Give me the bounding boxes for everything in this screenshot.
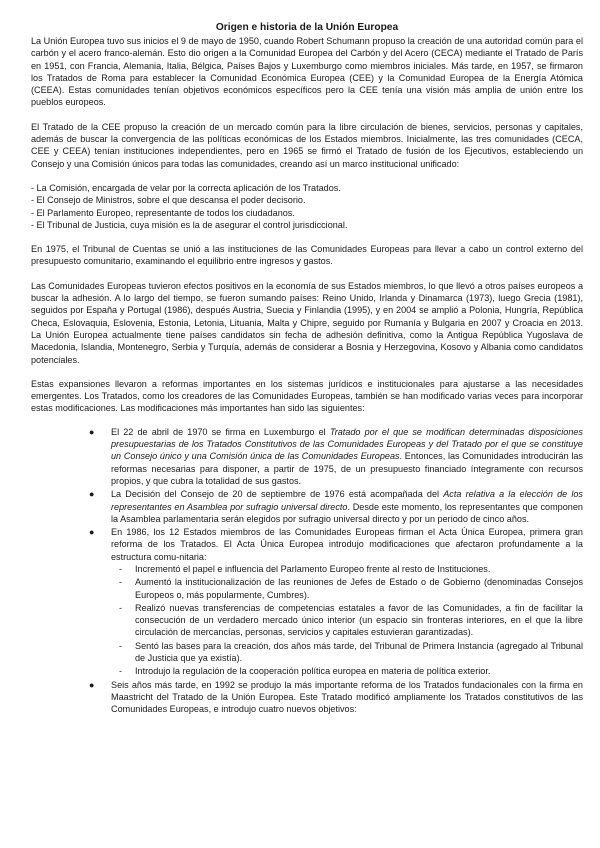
sub-list-item: - Sentó las bases para la creación, dos años más tarde, del Tribunal de Primera Instancia (agregado al Tribunal de Justicia que ya existía). xyxy=(119,640,583,664)
sub-list-item: - Aumentó la institucionalización de las reuniones de Jefes de Estado o de Gobierno (denominadas Consejos Europeos o, más popularmente, Cumbres). xyxy=(119,577,583,600)
dash-icon: - xyxy=(119,563,123,574)
dash-icon: - xyxy=(119,640,123,651)
bullet-icon: ● xyxy=(89,489,95,500)
list-item: ● En 1986, los 12 Estados miembros de las Comunidades Europeas firman el Acta Única Europea, primera gran reforma de los Tratados. El Acta Única Europea introdujo modificaciones que afectaron profundamente a la estructura comu-nitaria: - Incrementó el papel e influencia del Parlamento Europeo frente al resto de Instituciones. - Aumentó la institucionalización de las reuniones de Jefes de Estado o de Gobierno (denominadas Consejos Europeos o, más popularmente, Cumbres). - Realizó nuevas transferencias de competencias estatales a favor de las Comunidades, a fin de facilitar la consecución de un verdadero mercado único interior (un espacio sin fronteras interiores, en el que la libre circulación de mercancías, personas, servicios y capitales estuvieran garantizadas). - Sentó las bases para la creación, dos años más tarde, del Tribunal de Primera Instancia (agregado al Tribunal de Justicia que ya existía). - Introdujo la regulación de la cooperación política europea en materia de política exterior. xyxy=(89,527,583,677)
reforms-list xyxy=(87,426,583,716)
paragraph-enlargement: Las Comunidades Europeas tuvieron efectos positivos en la economía de sus Estados miembros, lo que llevó a otros países europeos a buscar la adhesión. A lo largo del tiempo, se fueron sumando países: Reino Unido, Irlanda y Dinamarca (1973), luego Grecia (1981), seguidos por España y Portugal (1986), después Austria, Suecia y Finlandia (1995), y en 2004 se amplió a Polonia, Hungría, República Checa, Eslovaquia, Eslovenia, Estonia, Letonia, Lituania, Malta y Chipre, seguido por Rumanía y Bulgaria en 2007 y Croacia en 2013. La Unión Europea actualmente tiene países candidatos sin fecha de adhesión definitiva, como la Antigua República Yugoslava de Macedonia, Islandia, Montenegro, Serbia y Turquía, además de considerar a Bosnia y Herzegovina, Kosovo y Albania como candidatos potenciales. xyxy=(31,280,583,365)
paragraph-reforms-intro: Estas expansiones llevaron a reformas importantes en los sistemas jurídicos e institucionales para ajustarse a las necesidades emergentes. Los Tratados, como los creadores de las Comunidades Europeas, también se han modificado varias veces para incorporar estas modificaciones. Las modificaciones más importantes han sido las siguientes: xyxy=(31,378,583,414)
act-title: Acta relativa a la elección de los representantes en Asamblea por sufragio universal directo xyxy=(111,489,583,512)
list-item: ● La Decisión del Consejo de 20 de septiembre de 1976 está acompañada del Acta relativa a la elección de los representantes en Asamblea por sufragio universal directo. Desde este momento, los representantes que componen la Asamblea parlamentaria serán elegidos por sufragio universal directo y por un periodo de cinco años. xyxy=(89,489,583,524)
institution-item: - La Comisión, encargada de velar por la correcta aplicación de los Tratados. xyxy=(31,182,341,193)
institution-item: - El Consejo de Ministros, sobre el que descansa el poder decisorio. xyxy=(31,195,306,206)
page-title: Origen e historia de la Unión Europea xyxy=(215,22,399,33)
document-page xyxy=(31,22,583,717)
list-item: ● Seis años más tarde, en 1992 se produjo la más importante reforma de los Tratados fundacionales con la firma en Maastricht del Tratado de la Unión Europea. Este Tratado modificó ampliamente los Tratados constitutivos de las Comunidades Europeas, e introdujo cuatro nuevos objetivos: xyxy=(89,679,583,715)
bullet-icon: ● xyxy=(89,426,95,437)
paragraph-origins: La Unión Europea tuvo sus inicios el 9 de mayo de 1950, cuando Robert Schumann propuso la creación de una autoridad común para el carbón y el acero franco-alemán. Esto dio origen a la Comunidad Europea del Carbón y del Acero (CECA) mediante el Tratado de París en 1951, con Francia, Alemania, Italia, Bélgica, Países Bajos y Luxemburgo como miembros iniciales. Más tarde, en 1957, se firmaron los Tratados de Roma para establecer la Comunidad Económica Europea (CEE) y la Comunidad Europea de la Energía Atómica (CEEA). Estas comunidades tenían objetivos económicos específicos pero la CEE tenía una visión más amplia de unión entre los pueblos europeos. xyxy=(31,36,583,108)
single-act-changes-list xyxy=(111,563,583,678)
treaty-title: Tratado por el que se modifican determinadas disposiciones presupuestarias de los Tratados Constitutivos de las Comunidades Europeas y del Tratado por el que se constituye un Consejo único y una Comisión única de las Comunidades Europeas xyxy=(111,426,583,462)
dash-icon: - xyxy=(119,666,123,677)
institutions-list xyxy=(31,182,583,231)
institution-item: - El Parlamento Europeo, representante de todos los ciudadanos. xyxy=(31,207,295,218)
sub-list-item: - Incrementó el papel e influencia del Parlamento Europeo frente al resto de Instituciones. xyxy=(119,563,491,574)
sub-list-item: - Realizó nuevas transferencias de competencias estatales a favor de las Comunidades, a fin de facilitar la consecución de un verdadero mercado único interior (un espacio sin fronteras interiores, en el que la libre circulación de mercancías, personas, servicios y capitales estuvieran garantizadas). xyxy=(119,602,583,638)
paragraph-cee-treaty: El Tratado de la CEE propuso la creación de un mercado común para la libre circulación de bienes, servicios, personas y capitales, además de buscar la convergencia de las políticas económicas de los Estados miembros. Inicialmente, las tres comunidades (CECA, CEE y CEEA) tenían instituciones independientes, pero en 1965 se firmó el Tratado de fusión de los Ejecutivos, estableciendo un Consejo y una Comisión únicos para todas las comunidades, creando así un marco institucional unificado: xyxy=(31,121,583,169)
bullet-icon: ● xyxy=(89,679,95,690)
institution-item: - El Tribunal de Justicia, cuya misión es la de asegurar el control jurisdiccional. xyxy=(31,219,348,230)
bullet-icon: ● xyxy=(89,527,95,538)
dash-icon: - xyxy=(119,602,123,613)
sub-list-item: - Introdujo la regulación de la cooperación política europea en materia de política exterior. xyxy=(119,666,491,677)
list-item: ● El 22 de abril de 1970 se firma en Luxemburgo el Tratado por el que se modifican determinadas disposiciones presupuestarias de los Tratados Constitutivos de las Comunidades Europeas y del Tratado por el que se constituye un Consejo único y una Comisión única de las Comunidades Europeas. Entonces, las Comunidades introducirán las reformas necesarias para disponer, a partir de 1975, de un presupuesto financiado íntegramente con recursos propios, y que cubra la totalidad de sus gastos. xyxy=(89,426,583,486)
dash-icon: - xyxy=(119,577,123,588)
paragraph-court-of-auditors: En 1975, el Tribunal de Cuentas se unió a las instituciones de las Comunidades Europeas para llevar a cabo un control externo del presupuesto comunitario, examinando el equilibrio entre ingresos y gastos. xyxy=(31,244,583,267)
